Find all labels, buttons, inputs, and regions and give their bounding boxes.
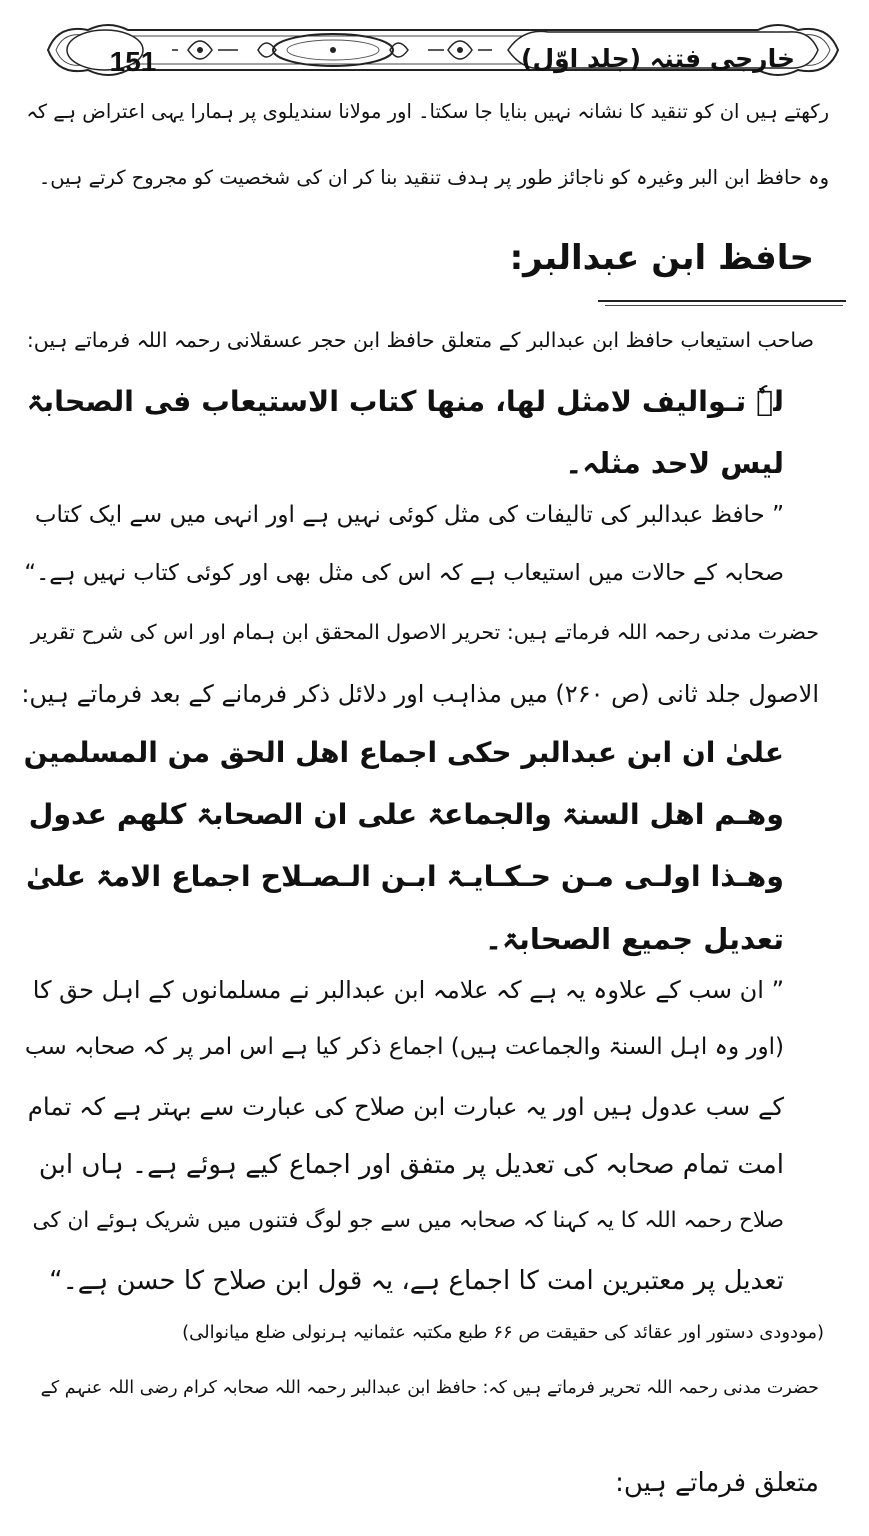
text-line: ” حافظ عبدالبر کی تالیفات کی مثل کوئی نہیں ہے اور انہی میں سے ایک کتاب xyxy=(34,502,784,528)
arabic-quote-line: علیٰ ان ابن عبدالبر حکی اجماع اھل الحق من المسلمین xyxy=(23,736,784,769)
text-line: حضرت مدنی رحمہ اللہ فرماتے ہیں: تحریر الاصول المحقق ابن ہمام اور اس کی شرح تقریر xyxy=(30,620,819,644)
arabic-quote-line: وھـذا اولـی مـن حـکـایـۃ ابـن الـصـلاح اجماع الامۃ علیٰ xyxy=(26,860,784,893)
center-ornament-icon xyxy=(258,34,408,66)
reference-citation: (مودودی دستور اور عقائد کی حقیقت ص ۶۶ طبع مکتبہ عثمانیہ ہرنولی ضلع میانوالی) xyxy=(182,1322,824,1343)
heading-underline xyxy=(598,300,846,302)
text-line: الاصول جلد ثانی (ص ۲۶۰) میں مذاہب اور دلائل ذکر فرمانے کے بعد فرماتے ہیں: xyxy=(21,680,819,708)
text-line: صلاح رحمہ اللہ کا یہ کہنا کہ صحابہ میں سے جو لوگ فتنوں میں شریک ہوئے ان کی xyxy=(32,1208,784,1233)
running-title: خارجی فتنہ (جلد اوّل) xyxy=(521,44,795,73)
right-fleuron-icon xyxy=(428,41,492,59)
text-line: وہ حافظ ابن البر وغیرہ کو ناجائز طور پر ہدف تنقید بنا کر ان کی شخصیت کو مجروح کرتے ہیں۔ xyxy=(38,166,829,189)
heading-underline xyxy=(605,305,843,306)
text-line: رکھتے ہیں ان کو تنقید کا نشانہ نہیں بنایا جا سکتا۔ اور مولانا سندیلوی پر ہمارا یہی اعتراض ہے کہ xyxy=(26,100,829,123)
arabic-quote-line: وھـم اھل السنۃ والجماعۃ علی ان الصحابۃ کلھم عدول xyxy=(28,798,784,831)
text-line: حضرت مدنی رحمہ اللہ تحریر فرماتے ہیں کہ: حافظ ابن عبدالبر رحمہ اللہ صحابہ کرام رضی اللہ عنہم کے xyxy=(40,1378,819,1398)
page-number: 151 xyxy=(109,46,157,77)
text-line: کے سب عدول ہیں اور یہ عبارت ابن صلاح کی عبارت سے بہتر ہے کہ تمام xyxy=(27,1092,784,1121)
text-line: (اور وہ اہل السنۃ والجماعت ہیں) اجماع ذکر کیا ہے اس امر پر کہ صحابہ سب xyxy=(24,1034,784,1060)
text-line: تعدیل پر معتبرین امت کا اجماع ہے، یہ قول ابن صلاح کا حسن ہے۔“ xyxy=(49,1266,784,1296)
text-line: صاحب استیعاب حافظ ابن عبدالبر کے متعلق حافظ ابن حجر عسقلانی رحمہ اللہ فرماتے ہیں: xyxy=(26,328,814,352)
page-header xyxy=(28,16,858,84)
text-line: متعلق فرماتے ہیں: xyxy=(615,1468,819,1498)
section-heading: حافظ ابن عبدالبر: xyxy=(509,238,814,278)
text-line: ” ان سب کے علاوہ یہ ہے کہ علامہ ابن عبدالبر نے مسلمانوں کے اہل حق کا xyxy=(32,976,784,1004)
arabic-quote-line: لہٗ تـوالیف لامثل لھا، منھا کتاب الاستیعاب فی الصحابۃ xyxy=(26,385,784,418)
arabic-quote-line: لیس لاحد مثلہ۔ xyxy=(565,446,784,480)
text-line: امت تمام صحابہ کی تعدیل پر متفق اور اجماع کیے ہوئے ہے۔ ہاں ابن xyxy=(38,1150,784,1180)
arabic-quote-line: تعدیل جمیع الصحابۃ۔ xyxy=(484,922,784,956)
text-line: صحابہ کے حالات میں استیعاب ہے کہ اس کی مثل بھی اور کوئی کتاب نہیں ہے۔“ xyxy=(24,560,784,586)
left-fleuron-icon xyxy=(172,41,238,59)
